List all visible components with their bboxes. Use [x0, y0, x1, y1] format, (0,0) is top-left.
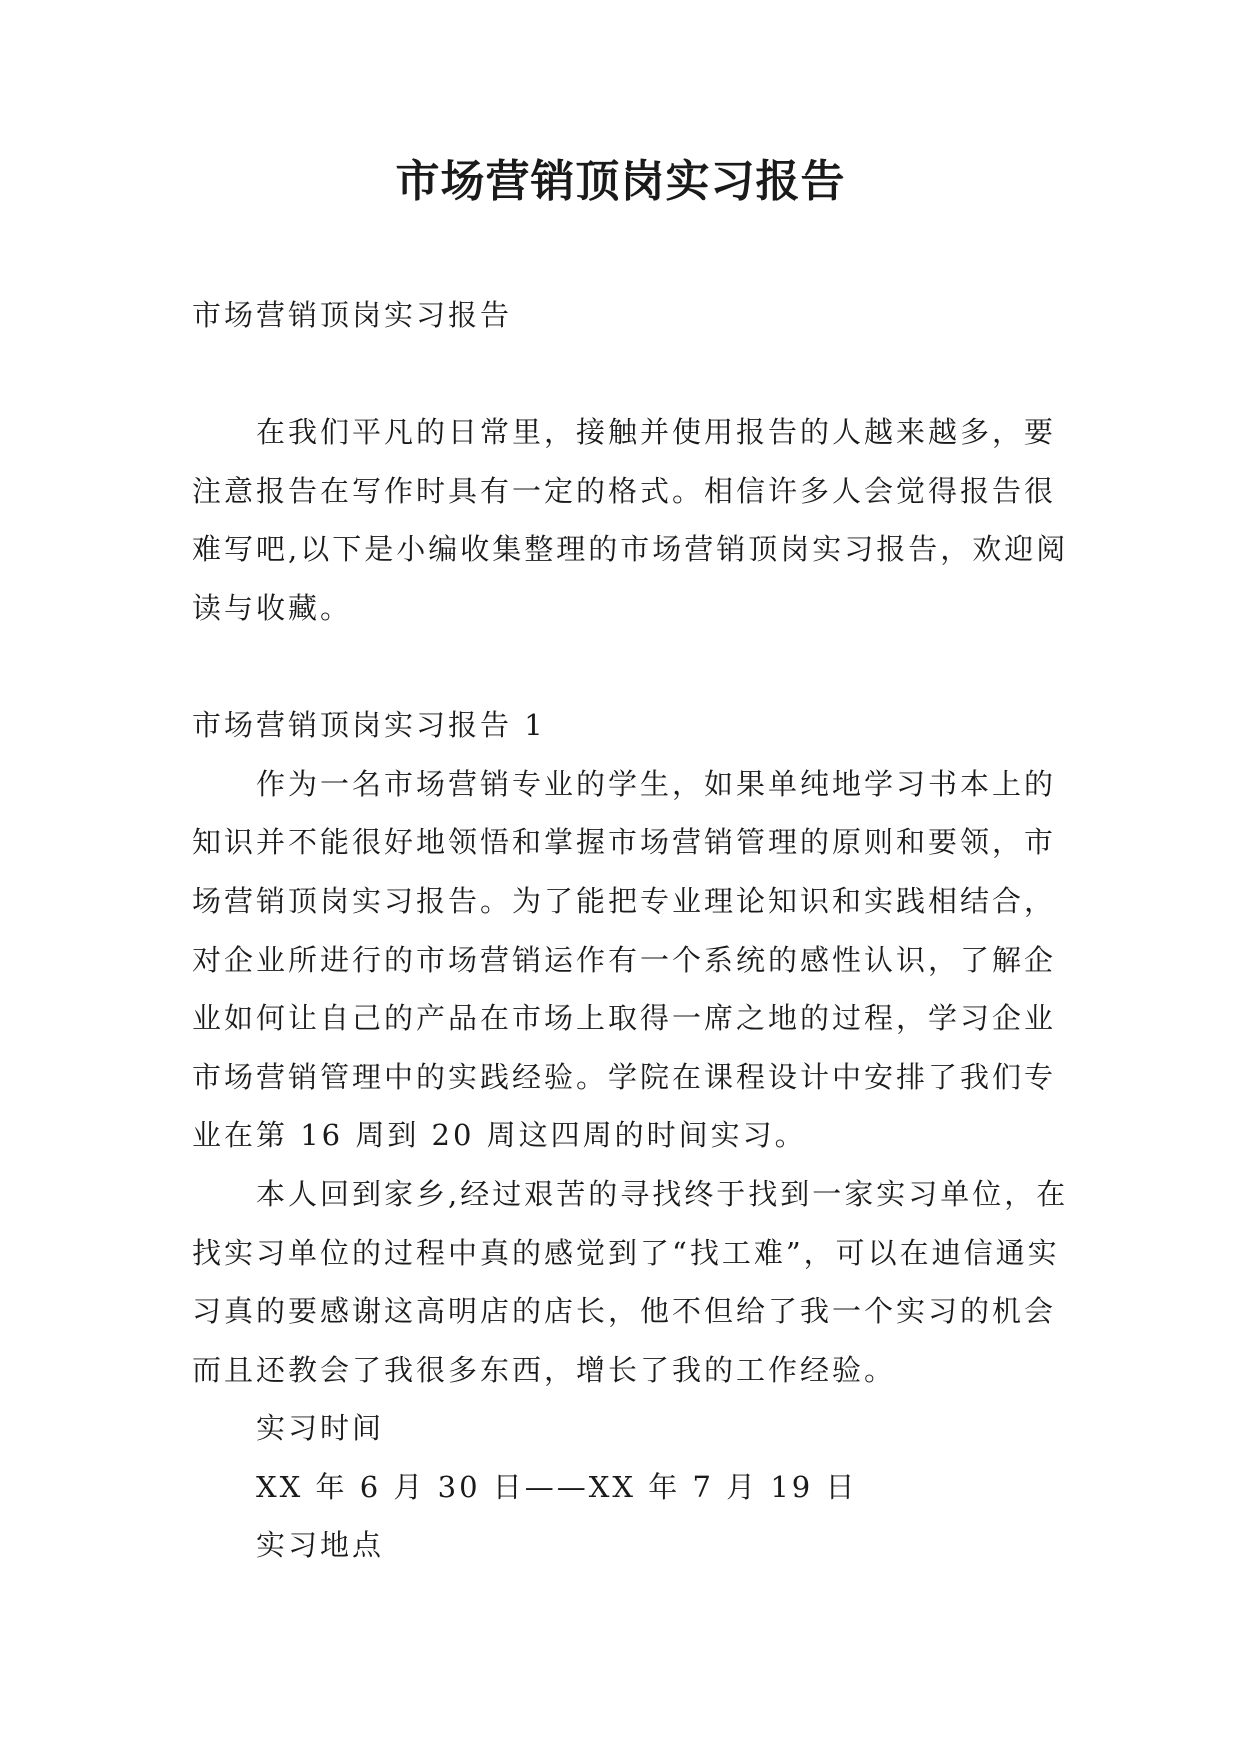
field-label-time: 实习时间 — [256, 1411, 385, 1446]
spacer — [192, 638, 1072, 697]
body-paragraph: 本人回到家乡,经过艰苦的寻找终于找到一家实习单位，在找实习单位的过程中真的感觉到了“找工难”，可以在迪信通实习真的要感谢这高明店的店长，他不但给了我一个实习的机会而且还教会了我很多东西，增长了我的工作经验。 — [192, 1176, 1069, 1387]
subtitle-line: 市场营销顶岗实习报告 — [192, 298, 513, 332]
field-value-time: XX 年 6 月 30 日——XX 年 7 月 19 日 — [256, 1469, 858, 1504]
intro-paragraph: 在我们平凡的日常里，接触并使用报告的人越来越多，要注意报告在写作时具有一定的格式。相信许多人会觉得报告很难写吧,以下是小编收集整理的市场营销顶岗实习报告，欢迎阅读与收藏。 — [192, 415, 1069, 625]
document-title: 市场营销顶岗实习报告 — [395, 156, 846, 207]
body-paragraph: 作为一名市场营销专业的学生，如果单纯地学习书本上的知识并不能很好地领悟和掌握市场营销管理的原则和要领，市场营销顶岗实习报告。为了能把专业理论知识和实践相结合，对企业所进行的市场营销运作有一个系统的感性认识，了解企业如何让自己的产品在市场上取得一席之地的过程，学习企业市场营销管理中的实践经验。学院在课程设计中安排了我们专业在第 16 周到 20 周这四周的时间实习。 — [192, 766, 1057, 1153]
spacer — [192, 345, 1072, 404]
field-label-location: 实习地点 — [256, 1528, 385, 1563]
document-body — [192, 286, 1072, 1575]
section-heading: 市场营销顶岗实习报告 1 — [192, 708, 546, 743]
